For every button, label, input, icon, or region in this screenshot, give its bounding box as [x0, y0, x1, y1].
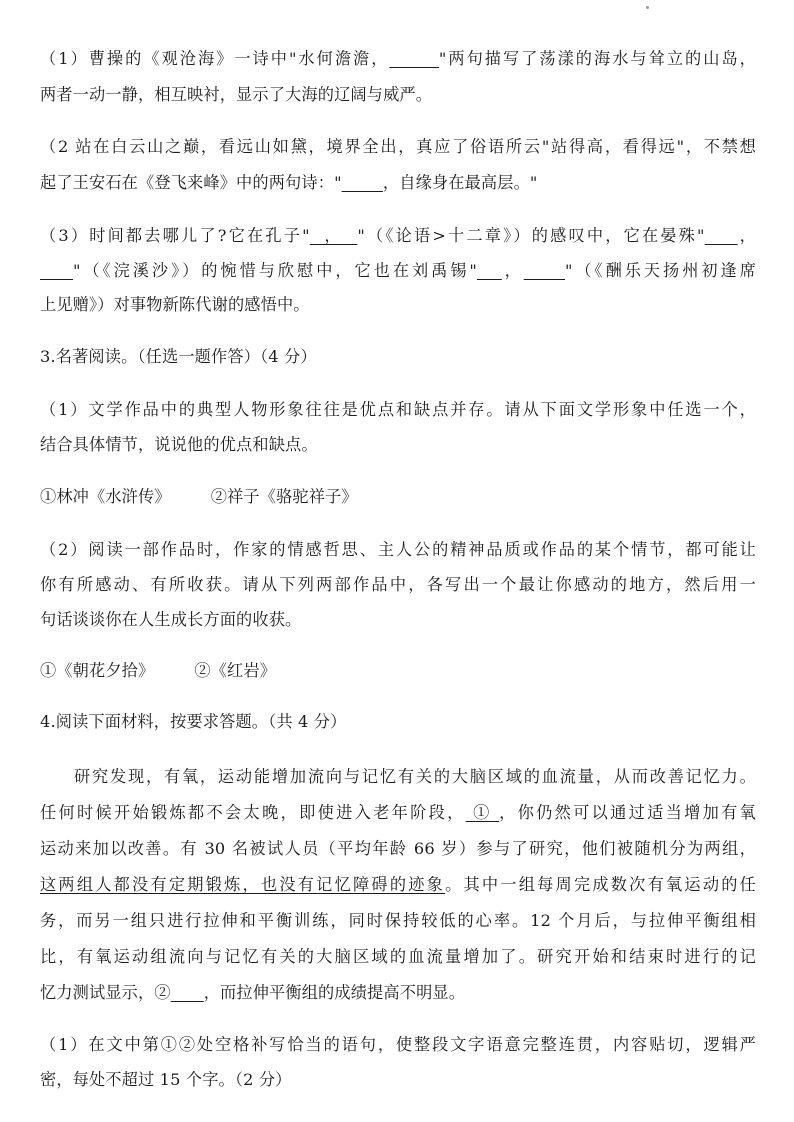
q4-passage-line4: [40, 873, 756, 897]
text-fragment: 。其中一组每周完成数次有氧运动的任: [445, 875, 756, 894]
text-fragment: ，: [737, 226, 756, 245]
q3-heading: 3.名著阅读。（任选一题作答）（4 分）: [40, 347, 317, 366]
q2-item3-line3: 上见赠》）对事物新陈代谢的感悟中。: [40, 295, 310, 314]
text-fragment: "（《浣溪沙》）的惋惜与欣慰中，它也在刘禹锡": [72, 261, 478, 280]
q2-item1-line2: 两者一动一静，相互映衬，显示了大海的辽阔与威严。: [40, 85, 433, 104]
q2-item2-line1: （2 站在白云山之巅，看远山如黛，境界全出，真应了俗语所云"站得高，看得远"，不禁想: [40, 137, 756, 156]
text-fragment: ，自缘身在最高层。": [382, 173, 538, 192]
fill-blank: ，: [309, 226, 358, 245]
option-1: ①林冲《水浒传》: [40, 487, 171, 506]
option-2: ②《红岩》: [194, 661, 277, 680]
q4-passage-line2: [40, 801, 756, 825]
text-fragment: "两句描写了荡漾的海水与耸立的山岛，: [438, 49, 756, 68]
fill-blank: ____: [704, 226, 738, 245]
text-fragment: ，你仍然可以通过适当增加有氧: [499, 803, 756, 822]
text-fragment: "（《酬乐天扬州初逢席: [564, 261, 757, 280]
option-2: ②祥子《骆驼祥子》: [210, 487, 358, 506]
q4-passage-line3: 运动来加以改善。有 30 名被试人员（平均年龄 66 岁）参与了研究，他们被随机分为两组，: [40, 839, 756, 858]
fill-blank: _____: [341, 173, 383, 192]
text-fragment: 忆力测试显示，②: [40, 983, 171, 1002]
q4-sub1-line1: （1）在文中第①②处空格补写恰当的语句，使整段文字语意完整连贯，内容贴切，逻辑严: [40, 1035, 756, 1054]
text-fragment: 起了王安石在《登飞来峰》中的两句诗：": [40, 173, 342, 192]
q3-item2-line2: 你有所感动、有所收获。请从下列两部作品中，各写出一个最让你感动的地方，然后用一: [40, 575, 756, 594]
text-fragment: ，: [501, 261, 524, 280]
q4-passage-line5: 务，而另一组只进行拉伸和平衡训练，同时保持较低的心率。12 个月后，与拉伸平衡组相: [40, 911, 756, 930]
q3-item1-line2: 结合具体情节，说说他的优点和缺点。: [40, 435, 318, 454]
fill-blank: _____: [523, 261, 565, 280]
q2-item3-line2: [40, 259, 756, 283]
underlined-sentence: 这两组人都没有定期锻炼，也没有记忆障碍的迹象: [40, 875, 446, 894]
option-1: ①《朝花夕拾》: [40, 661, 155, 680]
q3-item1-options: [40, 485, 358, 509]
q4-passage-line1: 研究发现，有氧，运动能增加流向与记忆有关的大脑区域的血流量，从而改善记忆力。: [74, 767, 756, 786]
fill-blank: ___: [477, 261, 502, 280]
text-fragment: （3）时间都去哪儿了?它在孔子": [40, 226, 310, 245]
q2-item2-line2: [40, 171, 538, 195]
q4-passage-line7: [40, 981, 465, 1005]
fill-blank-1: ①: [465, 803, 500, 822]
text-fragment: 任何时候开始锻炼都不会太晚，即使进入老年阶段，: [40, 803, 466, 822]
fill-blank: ____: [40, 261, 73, 280]
q3-item2-options: [40, 659, 276, 683]
text-fragment: （1）曹操的《观沧海》一诗中"水何澹澹，: [40, 49, 390, 68]
q4-sub1-line2: 密，每处不超过 15 个字。（2 分）: [40, 1070, 292, 1089]
q3-item2-line1: （2）阅读一部作品时，作家的情感哲思、主人公的精神品质或作品的某个情节，都可能让: [40, 540, 756, 559]
q3-item2-line3: 句话谈谈你在人生成长方面的收获。: [40, 610, 302, 629]
fill-blank: ______: [389, 49, 439, 68]
q2-item3-line1: [40, 224, 756, 248]
q4-passage-line6: 比，有氧运动组流向与记忆有关的大脑区域的血流量增加了。研究开始和结束时进行的记: [40, 947, 756, 966]
fill-blank-2: ____: [170, 983, 204, 1002]
text-fragment: ，而拉伸平衡组的成绩提高不明显。: [203, 983, 466, 1002]
scan-dot: [646, 6, 649, 9]
q2-item1-line1: [40, 47, 756, 71]
text-fragment: "（《论语>十二章》）的感叹中，它在晏殊": [357, 226, 705, 245]
q4-heading: 4.阅读下面材料，按要求答题。（共 4 分）: [40, 712, 347, 731]
q3-item1-line1: （1）文学作品中的典型人物形象往往是优点和缺点并存。请从下面文学形象中任选一个，: [40, 400, 756, 419]
